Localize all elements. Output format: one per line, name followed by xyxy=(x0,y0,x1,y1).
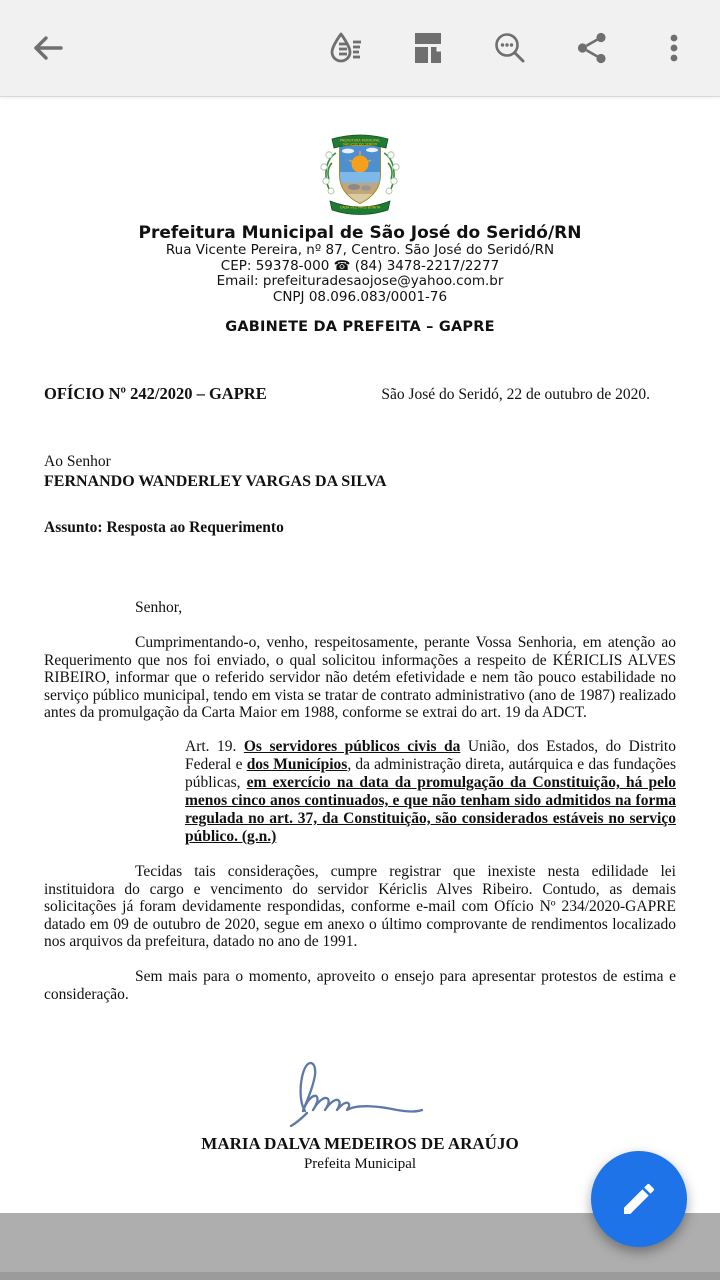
signer-name: MARIA DALVA MEDEIROS DE ARAÚJO xyxy=(201,1134,519,1154)
signer-role: Prefeita Municipal xyxy=(303,1156,417,1173)
letterhead-email: Email: prefeituradesaojose@yahoo.com.br xyxy=(216,273,504,289)
pencil-edit-icon xyxy=(619,1179,659,1219)
page-layout-icon xyxy=(410,30,446,66)
quote-segment: , da administração direta, autárquica e das fundações públicas, xyxy=(185,755,676,791)
recipient-block xyxy=(44,452,676,492)
oficio-row xyxy=(44,384,676,404)
signature-area xyxy=(44,1055,676,1173)
quote-segment: Os servidores públicos civis da xyxy=(243,737,461,755)
toolbar-actions xyxy=(322,24,698,72)
quote-segment: em exercício na data da promulgação da Constituição, há pelo menos cinco anos continuados, e que não tenham sido admitidos na forma regulada no art. 37, da Constituição, são considerados estáveis no serviço público. (g.n.) xyxy=(185,773,677,845)
paragraph-2: Tecidas tais considerações, cumpre registrar que inexiste nesta edilidade lei instituidora do cargo e vencimento do servidor Kériclis Alves Ribeiro. Contudo, as demais solicitações já foram devidamente respondidas, conforme e-mail com Ofício Nº 234/2020-GAPRE datado em 09 de outubro de 2020, segue em anexo o último comprovante de rendimentos localizado nos arquivos da prefeitura, datado no ano de 1991. xyxy=(44,862,676,951)
letterhead-title: Prefeitura Municipal de São José do Seridó/RN xyxy=(138,223,582,243)
back-button[interactable] xyxy=(24,24,72,72)
salutation: Senhor, xyxy=(135,599,183,616)
viewer-toolbar xyxy=(0,0,720,97)
crest-banner-top-line1: PREFEITURA MUNICIPAL xyxy=(339,138,381,143)
document-page[interactable] xyxy=(0,97,720,1213)
reflow-text-button[interactable] xyxy=(322,24,370,72)
quote-segment: dos Municípios xyxy=(246,755,348,773)
recipient-intro: Ao Senhor xyxy=(44,453,111,470)
paragraph-1: Cumprimentando-o, venho, respeitosamente, perante Vossa Senhoria, em atenção ao Requerimento que nos foi enviado, o qual solicitou informações a respeito de KÉRICLIS ALVES RIBEIRO, informar que o referido servidor não detém efetividade e nem tão pouco estabilidade no serviço público municipal, tendo em vista se tratar de contrato administrativo (ano de 1987) realizado antes da promulgação da Carta Maior em 1988, conforme se extrai do art. 19 da ADCT. xyxy=(44,634,676,722)
overflow-menu-button[interactable] xyxy=(650,24,698,72)
letterhead-cnpj: CNPJ 08.096.083/0001-76 xyxy=(272,288,448,305)
quote-segment: União, dos Estados, do Distrito Federal e xyxy=(185,737,676,773)
overflow-menu-icon xyxy=(657,31,691,65)
letterhead-address: Rua Vicente Pereira, nº 87, Centro. São José do Seridó/RN xyxy=(165,242,555,258)
paragraph-3: Sem mais para o momento, aproveito o ensejo para apresentar protestos de estima e consideração. xyxy=(44,967,676,1003)
letterhead-cep-phone: CEP: 59378-000 ☎ (84) 3478-2217/2277 xyxy=(220,257,500,274)
quote-segment: Art. 19. xyxy=(185,737,244,755)
search-icon xyxy=(492,30,528,66)
back-arrow-icon xyxy=(30,30,66,66)
subject-line: Assunto: Resposta ao Requerimento xyxy=(44,519,284,536)
letter-body xyxy=(0,384,720,1173)
recipient-name: FERNANDO WANDERLEY VARGAS DA SILVA xyxy=(44,473,387,490)
city-date: São José do Seridó, 22 de outubro de 2020. xyxy=(381,386,650,403)
crest-banner-bottom: CADA VEZ MAIS BONITA xyxy=(339,205,381,210)
handwritten-signature-image xyxy=(275,1055,445,1127)
bottom-nav-strip xyxy=(0,1272,720,1280)
search-button[interactable] xyxy=(486,24,534,72)
legal-quote-block xyxy=(185,738,676,846)
page-layout-button[interactable] xyxy=(404,24,452,72)
edit-fab-button[interactable] xyxy=(591,1151,687,1247)
letterhead xyxy=(0,223,720,335)
crest-banner-top-line2: SÃO JOSÉ DO SERIDÓ xyxy=(342,142,378,147)
municipal-crest-logo xyxy=(296,133,424,217)
reflow-text-icon xyxy=(327,29,365,67)
share-button[interactable] xyxy=(568,24,616,72)
oficio-number: OFÍCIO Nº 242/2020 – GAPRE xyxy=(44,384,267,403)
share-icon xyxy=(575,31,609,65)
letterhead-office: GABINETE DA PREFEITA – GAPRE xyxy=(225,319,495,335)
